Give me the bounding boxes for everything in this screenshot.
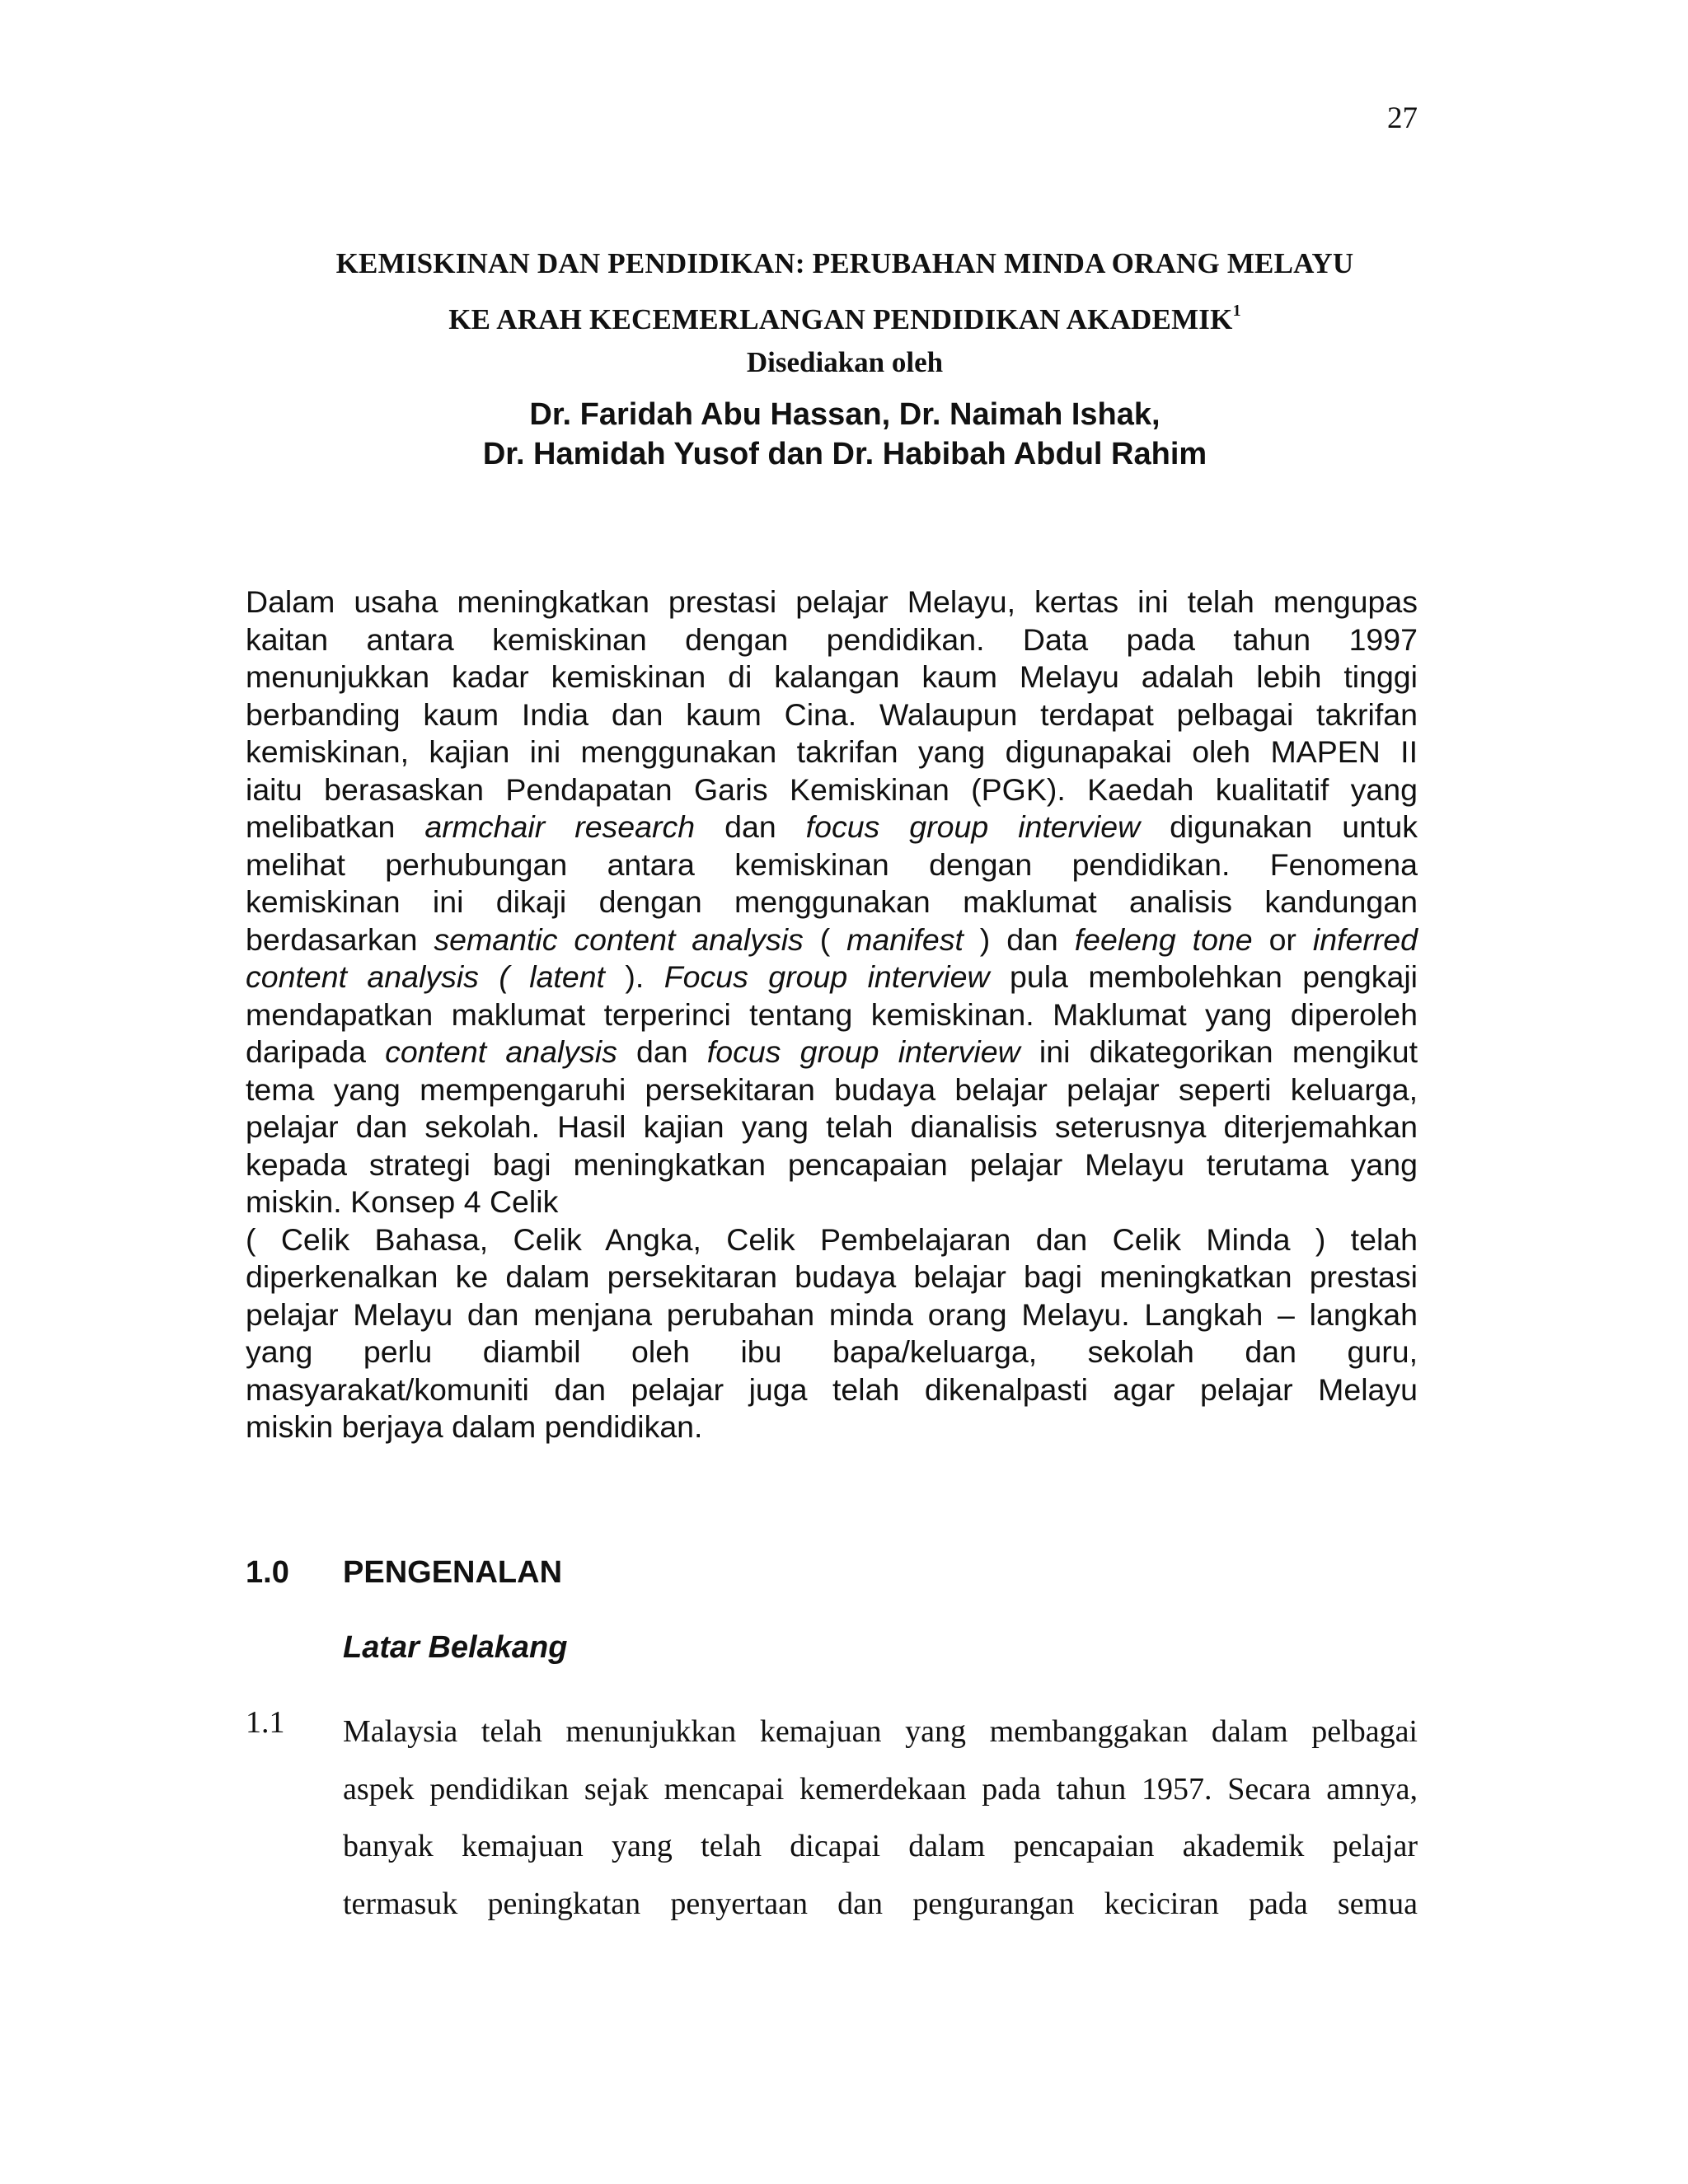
abstract-text-run: ( Celik Bahasa, Celik Angka, Celik Pembelajaran dan Celik Minda ) telah bbox=[246, 1221, 1418, 1257]
section-title: PENGENALAN bbox=[343, 1555, 563, 1590]
abstract-text-run: ( bbox=[803, 921, 847, 957]
paragraph-line: aspek pendidikan sejak mencapai kemerdekaan pada tahun 1957. Secara amnya, bbox=[343, 1771, 1418, 1807]
abstract-line bbox=[246, 771, 1418, 809]
abstract-text-run: tema yang mempengaruhi persekitaran budaya belajar pelajar seperti keluarga, bbox=[246, 1071, 1418, 1107]
abstract-italic-run: inferred bbox=[1312, 921, 1418, 957]
abstract-line bbox=[246, 1371, 1418, 1409]
prepared-by-label: Disediakan oleh bbox=[746, 346, 944, 378]
abstract-text-run: pula membolehkan pengkaji bbox=[989, 959, 1418, 994]
abstract-text-run: ini dikategorikan mengikut bbox=[1020, 1034, 1418, 1069]
abstract-text-run: berdasarkan bbox=[246, 921, 434, 957]
abstract-italic-run: focus group interview bbox=[706, 1034, 1020, 1069]
abstract-line bbox=[246, 1221, 1418, 1259]
abstract-italic-run: armchair research bbox=[424, 809, 696, 844]
abstract-text-run: Dalam usaha meningkatkan prestasi pelajar Melayu, kertas ini telah mengupas bbox=[246, 584, 1418, 619]
abstract-text-run: kemiskinan, kajian ini menggunakan takrifan yang digunapakai oleh MAPEN II bbox=[246, 734, 1418, 769]
paragraph-number: 1.1 bbox=[246, 1705, 285, 1740]
abstract-line bbox=[246, 621, 1418, 659]
abstract-line bbox=[246, 1408, 1418, 1446]
abstract-text-run: or bbox=[1252, 921, 1313, 957]
abstract-text-run: dan bbox=[617, 1034, 707, 1069]
abstract-italic-run: Focus group interview bbox=[663, 959, 990, 994]
abstract-text-run: kaitan antara kemiskinan dengan pendidikan. Data pada tahun 1997 bbox=[246, 621, 1418, 657]
abstract-text-run: melihat perhubungan antara kemiskinan dengan pendidikan. Fenomena bbox=[246, 846, 1418, 882]
abstract-line bbox=[246, 696, 1418, 734]
abstract-line bbox=[246, 733, 1418, 771]
paper-title-line-2-text: KE ARAH KECEMERLANGAN PENDIDIKAN AKADEMIK bbox=[448, 303, 1233, 335]
abstract-text-run: diperkenalkan ke dalam persekitaran budaya belajar bagi meningkatkan prestasi bbox=[246, 1259, 1418, 1294]
paper-title-line-1: KEMISKINAN DAN PENDIDIKAN: PERUBAHAN MINDA ORANG MELAYU bbox=[335, 247, 1354, 279]
abstract-italic-run: content analysis bbox=[385, 1034, 617, 1069]
abstract-text-run: ). bbox=[604, 959, 664, 994]
abstract-text-run: melibatkan bbox=[246, 809, 425, 844]
paper-title-line-2 bbox=[165, 292, 1525, 348]
abstract-line bbox=[246, 996, 1418, 1034]
abstract-line bbox=[246, 958, 1418, 996]
abstract-text-run: daripada bbox=[246, 1034, 386, 1069]
abstract-text-run: dan bbox=[695, 809, 806, 844]
abstract-italic-run: feeleng tone bbox=[1074, 921, 1253, 957]
abstract-line bbox=[246, 658, 1418, 696]
abstract-line bbox=[246, 808, 1418, 846]
abstract-text-run: berbanding kaum India dan kaum Cina. Walaupun terdapat pelbagai takrifan bbox=[246, 696, 1418, 732]
abstract-line bbox=[246, 1033, 1418, 1071]
abstract-line bbox=[246, 583, 1418, 621]
abstract-line bbox=[246, 921, 1418, 959]
abstract-text-run: digunakan untuk bbox=[1140, 809, 1418, 844]
paragraph-1-1 bbox=[343, 1704, 1418, 1933]
abstract-text-run: ) dan bbox=[963, 921, 1075, 957]
abstract-italic-run: manifest bbox=[846, 921, 964, 957]
abstract-line bbox=[246, 1183, 1418, 1221]
section-number: 1.0 bbox=[246, 1555, 289, 1590]
author-line-1: Dr. Faridah Abu Hassan, Dr. Naimah Ishak, bbox=[529, 397, 1160, 432]
abstract-text-run: miskin berjaya dalam pendidikan. bbox=[246, 1409, 703, 1444]
abstract-italic-run: semantic content analysis bbox=[434, 921, 804, 957]
author-list bbox=[165, 395, 1525, 474]
abstract bbox=[246, 583, 1418, 1446]
abstract-text-run: pelajar dan sekolah. Hasil kajian yang telah dianalisis seterusnya diterjemahkan bbox=[246, 1109, 1418, 1144]
abstract-text-run: pelajar Melayu dan menjana perubahan minda orang Melayu. Langkah – langkah bbox=[246, 1296, 1418, 1332]
section-heading bbox=[246, 1553, 1418, 1592]
abstract-text-run: mendapatkan maklumat terperinci tentang kemiskinan. Maklumat yang diperoleh bbox=[246, 996, 1418, 1032]
abstract-line bbox=[246, 846, 1418, 884]
abstract-text-run: miskin. Konsep 4 Celik bbox=[246, 1184, 559, 1219]
abstract-line bbox=[246, 1146, 1418, 1184]
abstract-text-run: iaitu berasaskan Pendapatan Garis Kemiskinan (PGK). Kaedah kualitatif yang bbox=[246, 771, 1418, 807]
paragraph-line: termasuk peningkatan penyertaan dan pengurangan keciciran pada semua bbox=[343, 1886, 1418, 1921]
subsection-heading: Latar Belakang bbox=[343, 1630, 568, 1665]
paragraph-line: Malaysia telah menunjukkan kemajuan yang membanggakan dalam pelbagai bbox=[343, 1714, 1418, 1749]
abstract-text-run: kemiskinan ini dikaji dengan menggunakan maklumat analisis kandungan bbox=[246, 884, 1418, 919]
abstract-line bbox=[246, 1333, 1418, 1371]
abstract-line bbox=[246, 1296, 1418, 1334]
paper-title bbox=[165, 236, 1525, 348]
abstract-italic-run: content analysis ( latent bbox=[246, 959, 605, 994]
abstract-text-run: kepada strategi bagi meningkatkan pencapaian pelajar Melayu terutama yang bbox=[246, 1146, 1418, 1182]
abstract-italic-run: focus group interview bbox=[805, 809, 1141, 844]
paragraph-line: banyak kemajuan yang telah dicapai dalam pencapaian akademik pelajar bbox=[343, 1829, 1418, 1863]
abstract-text-run: yang perlu diambil oleh ibu bapa/keluarga, sekolah dan guru, bbox=[246, 1334, 1418, 1369]
abstract-line bbox=[246, 1258, 1418, 1296]
footnote-marker: 1 bbox=[1232, 302, 1241, 320]
abstract-line bbox=[246, 883, 1418, 921]
abstract-line bbox=[246, 1071, 1418, 1109]
author-line-2: Dr. Hamidah Yusof dan Dr. Habibah Abdul Rahim bbox=[482, 437, 1207, 471]
abstract-line bbox=[246, 1108, 1418, 1146]
page-number: 27 bbox=[1387, 101, 1418, 135]
abstract-text-run: menunjukkan kadar kemiskinan di kalangan kaum Melayu adalah lebih tinggi bbox=[246, 659, 1418, 694]
abstract-text-run: masyarakat/komuniti dan pelajar juga telah dikenalpasti agar pelajar Melayu bbox=[246, 1371, 1418, 1407]
